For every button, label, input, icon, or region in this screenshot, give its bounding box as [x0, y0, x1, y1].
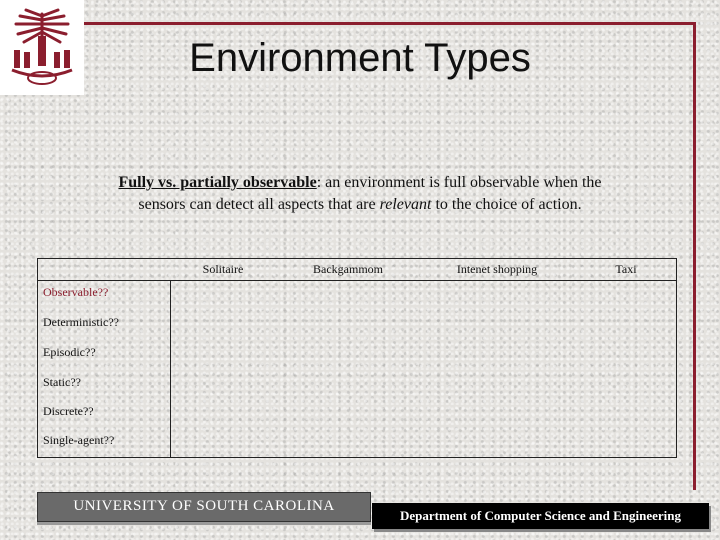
row-header-static: Static??	[43, 375, 81, 389]
intro-text-3: to the choice of action.	[431, 196, 582, 213]
row-header-discrete: Discrete??	[43, 404, 94, 418]
column-header-taxi: Taxi	[615, 262, 637, 276]
environment-table	[37, 258, 677, 458]
department-banner	[372, 503, 709, 529]
row-header-episodic: Episodic??	[43, 345, 96, 359]
slide-title: Environment Types	[189, 36, 531, 80]
column-header-backgammon: Backgammom	[313, 262, 383, 276]
table-header-divider	[38, 280, 676, 281]
frame-right-border	[693, 22, 696, 490]
intro-term: Fully vs. partially observable	[118, 174, 317, 191]
row-header-single-agent: Single-agent??	[43, 433, 115, 447]
intro-text-2: sensors can detect all aspects that are	[138, 196, 380, 213]
university-banner	[37, 492, 371, 522]
row-header-observable: Observable??	[43, 285, 109, 299]
column-header-internet-shopping: Intenet shopping	[456, 262, 538, 276]
table-column-divider	[170, 281, 171, 458]
frame-top-border	[84, 22, 696, 25]
row-header-deterministic: Deterministic??	[43, 315, 119, 329]
column-header-solitaire: Solitaire	[202, 262, 244, 276]
university-name: UNIVERSITY OF SOUTH CAROLINA	[73, 498, 335, 514]
intro-paragraph	[60, 172, 660, 216]
department-name: Department of Computer Science and Engineering	[399, 508, 682, 523]
intro-text-1: : an environment is full observable when the	[316, 174, 602, 191]
intro-relevant: relevant	[379, 196, 432, 213]
